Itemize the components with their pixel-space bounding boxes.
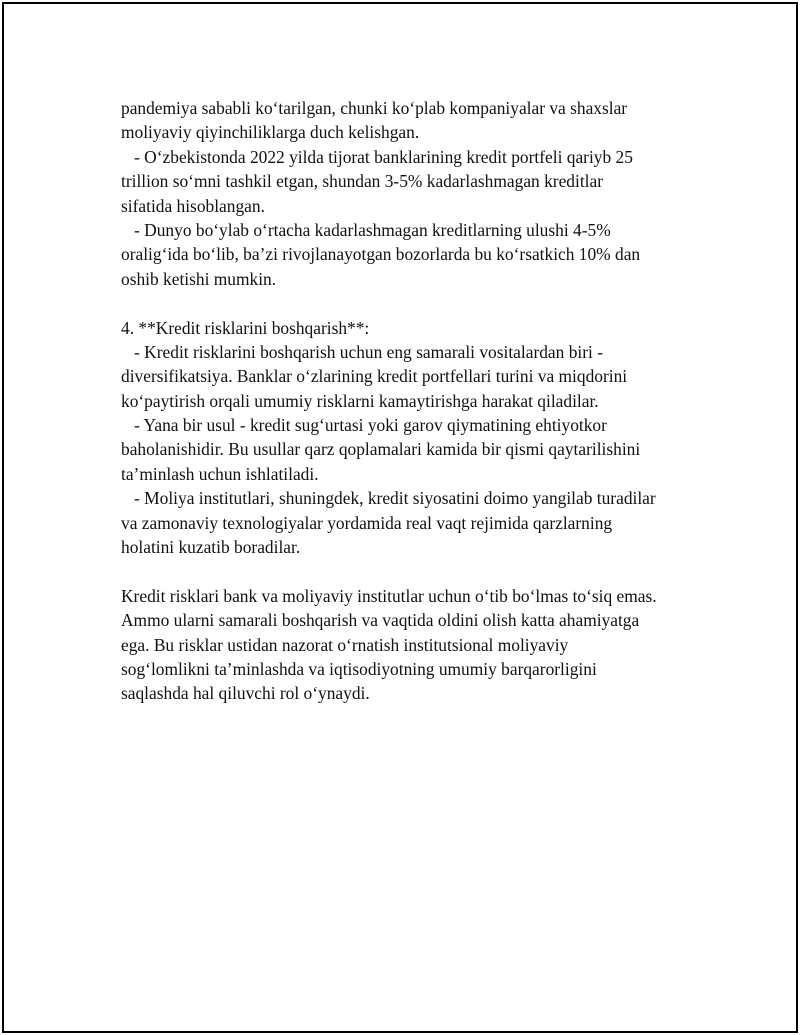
- text-line: saqlashda hal qiluvchi rol o‘ynaydi.: [121, 683, 370, 704]
- text-line: ega. Bu risklar ustidan nazorat o‘rnatish institutsional moliyaviy: [121, 634, 569, 655]
- paragraph-spacer: [121, 291, 711, 315]
- text-line: - Dunyo bo‘ylab o‘rtacha kadarlashmagan kreditlarning ulushi 4-5%: [121, 219, 611, 240]
- text-line: diversifikatsiya. Banklar o‘zlarining kredit portfellari turini va miqdorini: [121, 366, 628, 387]
- text-line: - O‘zbekistonda 2022 yilda tijorat banklarining kredit portfeli qariyb 25: [121, 146, 633, 167]
- text-line: oshib ketishi mumkin.: [121, 268, 277, 289]
- text-line: pandemiya sababli ko‘tarilgan, chunki ko‘plab kompaniyalar va shaxslar: [121, 98, 628, 118]
- text-line: ko‘paytirish orqali umumiy risklarni kamaytirishga harakat qiladilar.: [121, 390, 599, 411]
- text-line: oralig‘ida bo‘lib, ba’zi rivojlanayotgan bozorlarda bu ko‘rsatkich 10% dan: [121, 244, 641, 265]
- document-body: [121, 96, 711, 706]
- paragraph-risk-management: [121, 316, 711, 560]
- text-line: Kredit risklari bank va moliyaviy institutlar uchun o‘tib bo‘lmas to‘siq emas.: [121, 585, 657, 606]
- text-line: Ammo ularni samarali boshqarish va vaqtida oldini olish katta ahamiyatga: [121, 610, 640, 631]
- paragraph-npl-statistics: [121, 96, 711, 291]
- text-line: baholanishidir. Bu usullar qarz qoplamalari kamida bir qismi qaytarilishini: [121, 439, 641, 460]
- text-line: - Moliya institutlari, shuningdek, kredit siyosatini doimo yangilab turadilar: [121, 488, 656, 509]
- paragraph-conclusion: [121, 584, 711, 706]
- document-page: [2, 2, 798, 1033]
- text-line: holatini kuzatib boradilar.: [121, 537, 301, 558]
- paragraph-spacer: [121, 559, 711, 583]
- text-line: ta’minlash uchun ishlatiladi.: [121, 463, 319, 484]
- text-line: sifatida hisoblangan.: [121, 195, 265, 216]
- text-line: moliyaviy qiyinchiliklarga duch kelishgan.: [121, 122, 420, 143]
- text-line: trillion so‘mni tashkil etgan, shundan 3-5% kadarlashmagan kreditlar: [121, 171, 603, 192]
- section-heading: 4. **Kredit risklarini boshqarish**:: [121, 317, 370, 338]
- text-line: - Kredit risklarini boshqarish uchun eng samarali vositalardan biri -: [121, 341, 603, 362]
- text-line: - Yana bir usul - kredit sug‘urtasi yoki garov qiymatining ehtiyotkor: [121, 415, 607, 436]
- text-line: va zamonaviy texnologiyalar yordamida real vaqt rejimida qarzlarning: [121, 512, 613, 533]
- text-line: sog‘lomlikni ta’minlashda va iqtisodiyotning umumiy barqarorligini: [121, 658, 597, 679]
